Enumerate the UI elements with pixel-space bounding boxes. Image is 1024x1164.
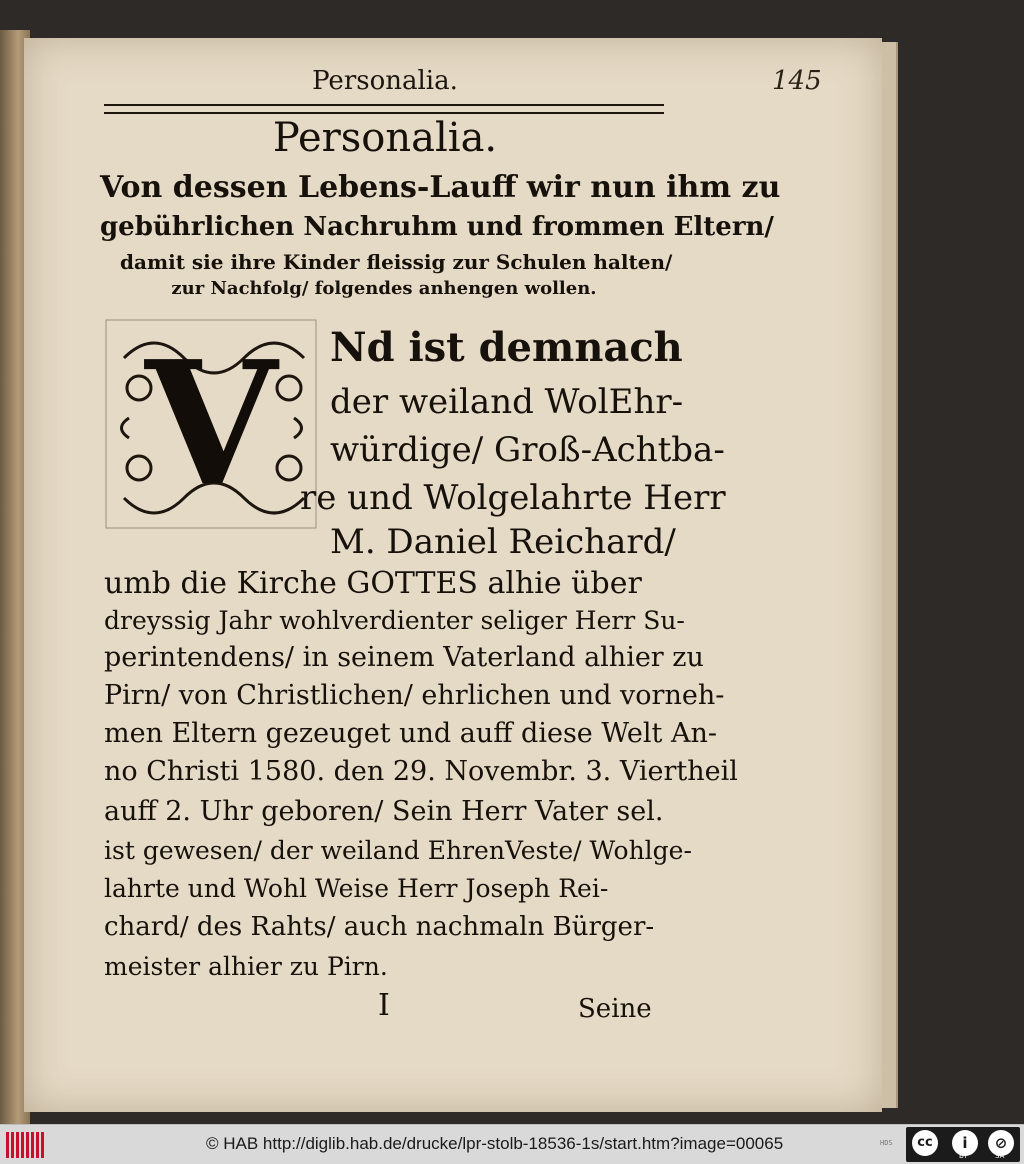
body-line: Pirn/ von Christlichen/ ehrlichen und vorneh-: [104, 680, 725, 711]
footer-small-mark: HDS: [880, 1139, 893, 1147]
body-line: der weiland WolEhr-: [330, 382, 684, 422]
body-line: lahrte und Wohl Weise Herr Joseph Rei-: [104, 874, 609, 903]
signature-mark: I: [378, 988, 390, 1023]
body-line: M. Daniel Reichard/: [330, 522, 676, 562]
body-line: umb die Kirche GOTTES alhie über: [104, 566, 642, 601]
ornament-initial-icon: [104, 318, 318, 530]
intro-line: zur Nachfolg/ folgendes anhengen wollen.: [171, 278, 597, 299]
license-by-label: BY: [959, 1152, 968, 1160]
section-title: Personalia.: [272, 115, 498, 161]
catchword: Seine: [578, 994, 652, 1024]
body-line: ist gewesen/ der weiland EhrenVeste/ Wohlge-: [104, 836, 692, 865]
body-line: meister alhier zu Pirn.: [104, 952, 388, 981]
body-line: men Eltern gezeuget und auff diese Welt An-: [104, 718, 717, 749]
svg-text:V: V: [145, 324, 277, 524]
body-line: perintendens/ in seinem Vaterland alhier zu: [104, 642, 704, 673]
hab-logo-icon: [6, 1132, 46, 1158]
intro-line: gebührlichen Nachruhm und frommen Eltern/: [100, 212, 774, 242]
body-line: Nd ist demnach: [330, 324, 683, 371]
running-head: Personalia.: [312, 66, 458, 96]
share-alike-icon: ⊘: [988, 1130, 1014, 1156]
body-line: chard/ des Rahts/ auch nachmaln Bürger-: [104, 912, 655, 942]
cc-license-badge[interactable]: [906, 1127, 1020, 1162]
cc-icon: cc: [912, 1130, 938, 1156]
body-line: re und Wolgelahrte Herr: [300, 478, 726, 518]
intro-line: damit sie ihre Kinder fleissig zur Schulen halten/: [120, 250, 673, 274]
body-line: auff 2. Uhr geboren/ Sein Herr Vater sel.: [104, 796, 664, 827]
license-sa-label: SA: [995, 1152, 1005, 1160]
body-line: no Christi 1580. den 29. Novembr. 3. Viertheil: [104, 756, 738, 787]
intro-line: Von dessen Lebens-Lauff wir nun ihm zu: [100, 170, 781, 205]
decorated-initial: [104, 318, 318, 530]
copyright-link[interactable]: © HAB http://diglib.hab.de/drucke/lpr-stolb-18536-1s/start.htm?image=00065: [206, 1134, 784, 1153]
attribution-icon: i: [952, 1130, 978, 1156]
page-number: 145: [772, 66, 822, 96]
header-rule: [104, 104, 664, 114]
body-line: dreyssig Jahr wohlverdienter seliger Herr Su-: [104, 606, 685, 635]
body-line: würdige/ Groß-Achtba-: [330, 430, 725, 470]
viewer-footer: [0, 1124, 1024, 1164]
